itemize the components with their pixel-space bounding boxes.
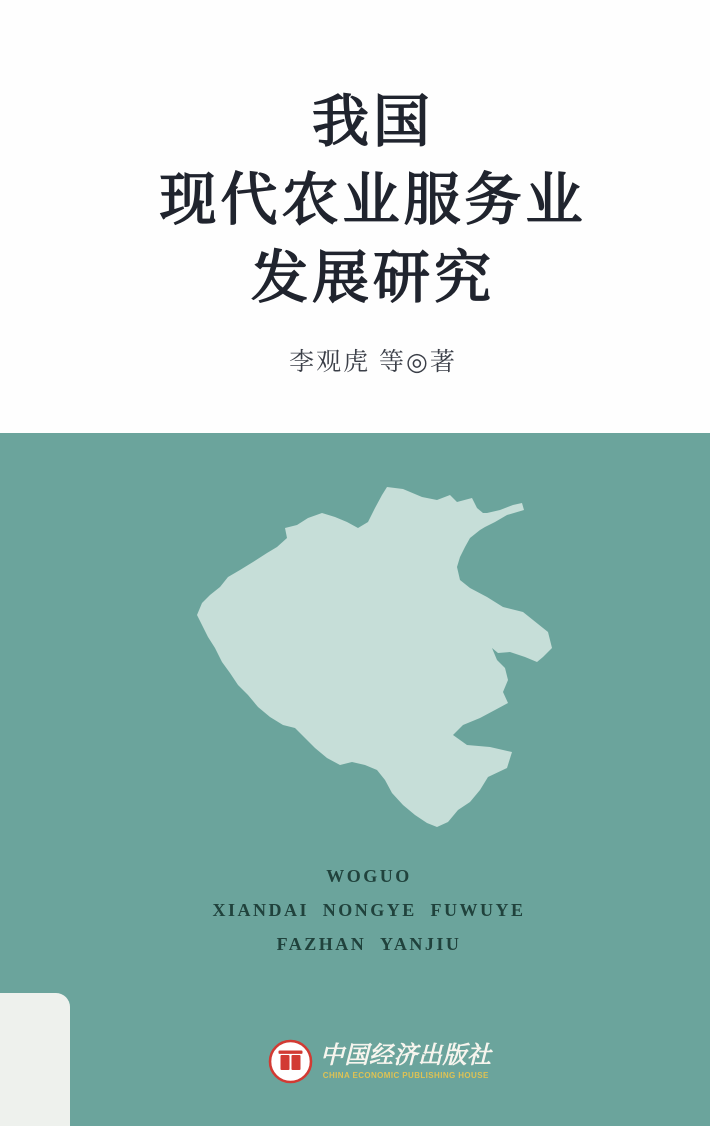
title-line-1: 我国 xyxy=(312,91,434,154)
pinyin-line-2: xiandai nongye fuwuye xyxy=(212,895,526,922)
publisher-block xyxy=(268,1039,492,1084)
library-label-sticker xyxy=(0,993,70,1126)
book-title xyxy=(18,0,710,318)
henan-province-silhouette-icon xyxy=(0,433,710,1126)
pinyin-line-3: fazhan yanjiu xyxy=(276,929,462,956)
publisher-logo-icon xyxy=(268,1039,313,1084)
title-line-2: 现代农业服务业 xyxy=(159,169,587,232)
pinyin-line-1: woguo xyxy=(326,861,412,888)
publisher-name-cn: 中国经济出版社 xyxy=(320,1043,492,1069)
author-line: 李观虎 等◎著 xyxy=(289,348,457,376)
title-line-3: 发展研究 xyxy=(251,247,495,310)
pinyin-title xyxy=(14,858,710,960)
cover-bottom-section xyxy=(0,433,710,1126)
publisher-names xyxy=(320,1043,492,1080)
cover-top-section xyxy=(0,0,710,433)
publisher-name-en: CHINA ECONOMIC PUBLISHING HOUSE xyxy=(322,1071,489,1080)
